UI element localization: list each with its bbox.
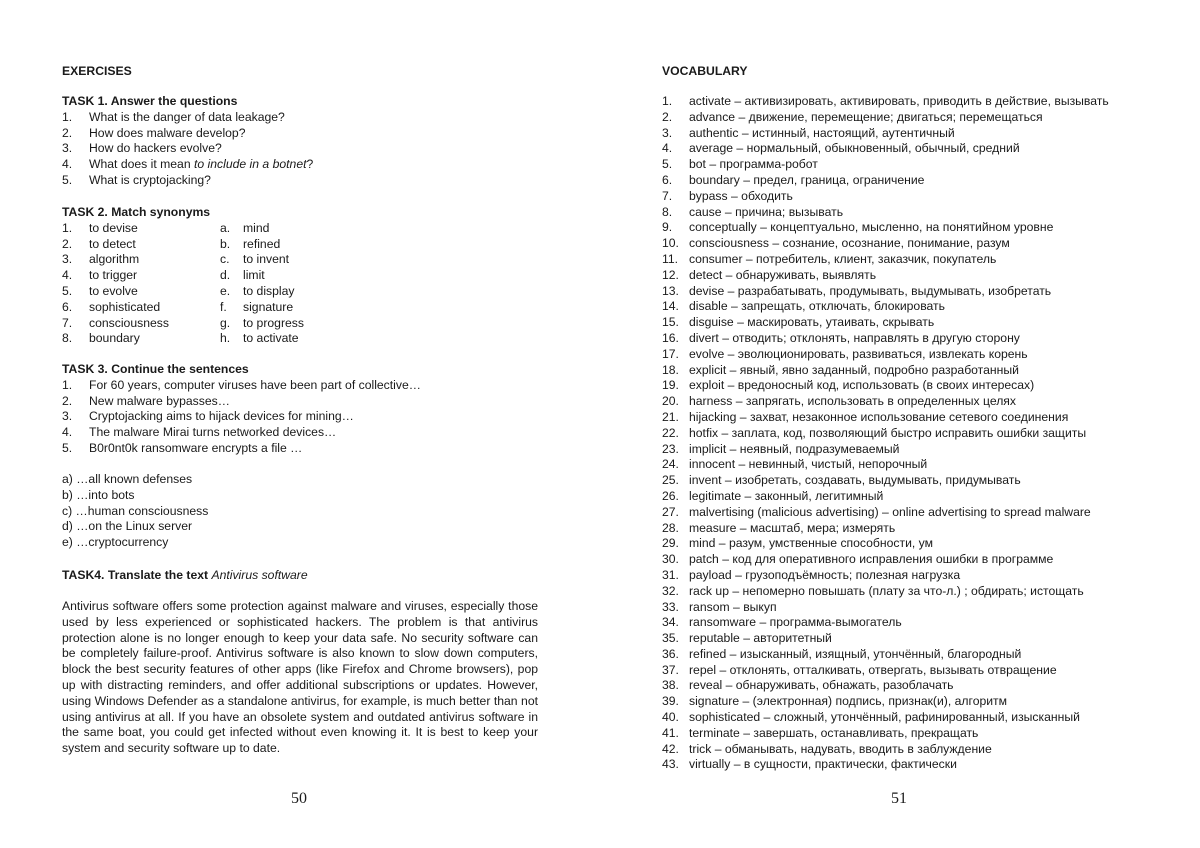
vocabulary-item: 13. devise – разрабатывать, продумывать, выдумывать, изобретать <box>662 283 1052 298</box>
task4 <box>62 568 540 584</box>
vocabulary-item: 14. disable – запрещать, отключать, блокировать <box>662 299 945 314</box>
task4-title: TASK4. Translate the text Antivirus software <box>62 568 308 582</box>
vocabulary-item: 2. advance – движение, перемещение; двигаться; перемещаться <box>662 109 1043 124</box>
list-item: 5. What is cryptojacking? <box>62 172 211 187</box>
vocabulary-item: 22. hotfix – заплата, код, позволяющий быстро исправить ошибки защиты <box>662 425 1087 440</box>
vocabulary-item: 11. consumer – потребитель, клиент, заказчик, покупатель <box>662 251 997 266</box>
vocabulary-item: 25. invent – изобретать, создавать, выдумывать, придумывать <box>662 473 1021 488</box>
list-item: 1. For 60 years, computer viruses have been part of collective… <box>62 377 421 392</box>
vocabulary-item: 7. bypass – обходить <box>662 188 793 203</box>
list-item: 3. Cryptojacking aims to hijack devices for mining… <box>62 409 354 424</box>
vocabulary-item: 9. conceptually – концептуально, мысленно, на понятийном уровне <box>662 220 1054 235</box>
match-row: 1. to devise a. mind <box>62 220 270 235</box>
vocabulary-item: 20. harness – запрягать, использовать в определенных целях <box>662 394 1016 409</box>
vocabulary-item: 23. implicit – неявный, подразумеваемый <box>662 441 900 456</box>
list-item: 3. How do hackers evolve? <box>62 141 222 156</box>
vocabulary-item: 21. hijacking – захват, незаконное использование сетевого соединения <box>662 409 1069 424</box>
ending-item: a) …all known defenses <box>62 472 193 486</box>
vocabulary-item: 27. malvertising (malicious advertising) – online advertising to spread malware <box>662 504 1091 519</box>
vocabulary-item: 36. refined – изысканный, изящный, утончённый, благородный <box>662 646 1022 661</box>
task3 <box>62 362 540 457</box>
vocabulary-item: 40. sophisticated – сложный, утончённый, рафинированный, изысканный <box>662 710 1080 725</box>
vocabulary-item: 39. signature – (электронная) подпись, признак(и), алгоритм <box>662 694 1008 709</box>
task1 <box>62 94 540 189</box>
vocabulary-item: 42. trick – обманывать, надувать, вводить в заблуждение <box>662 741 992 756</box>
vocabulary-item: 38. reveal – обнаруживать, обнажать, разоблачать <box>662 678 954 693</box>
vocabulary-list <box>662 94 1152 773</box>
list-item: 4. The malware Mirai turns networked devices… <box>62 425 337 440</box>
vocabulary-heading: VOCABULARY <box>662 64 748 78</box>
match-row: 8. boundary h. to activate <box>62 331 299 346</box>
vocabulary-item: 18. explicit – явный, явно заданный, подробно разработанный <box>662 362 1019 377</box>
vocabulary-item: 34. ransomware – программа-вымогатель <box>662 615 902 630</box>
ending-item: b) …into bots <box>62 487 135 502</box>
vocabulary-item: 6. boundary – предел, граница, ограничение <box>662 172 925 187</box>
vocabulary-item: 30. patch – код для оперативного исправления ошибки в программе <box>662 552 1054 567</box>
task3-title: TASK 3. Continue the sentences <box>62 362 249 376</box>
vocabulary-item: 8. cause – причина; вызывать <box>662 204 844 219</box>
vocabulary-item: 3. authentic – истинный, настоящий, аутентичный <box>662 125 955 140</box>
vocabulary-item: 37. repel – отклонять, отталкивать, отвергать, вызывать отвращение <box>662 662 1057 677</box>
page-number-left: 50 <box>291 790 307 807</box>
vocabulary-item: 12. detect – обнаруживать, выявлять <box>662 267 877 282</box>
list-item: 2. How does malware develop? <box>62 125 246 140</box>
vocabulary-item: 17. evolve – эволюционировать, развиваться, извлекать корень <box>662 346 1028 361</box>
vocabulary-item: 26. legitimate – законный, легитимный <box>662 488 884 503</box>
vocabulary-item: 35. reputable – авторитетный <box>662 631 832 646</box>
match-row: 6. sophisticated f. signature <box>62 299 294 314</box>
ending-item: c) …human consciousness <box>62 503 209 518</box>
vocabulary-item: 4. average – нормальный, обыкновенный, обычный, средний <box>662 141 1020 156</box>
vocabulary-item: 33. ransom – выкуп <box>662 599 777 614</box>
right-page <box>662 0 1152 848</box>
task2 <box>62 205 540 347</box>
vocabulary-item: 31. payload – грузоподъёмность; полезная нагрузка <box>662 567 961 582</box>
list-item: 4. What does it mean to include in a botnet? <box>62 157 314 172</box>
list-item: 5. B0r0nt0k ransomware encrypts a file … <box>62 440 303 455</box>
left-page <box>62 0 540 848</box>
task3-endings <box>62 472 540 551</box>
match-row: 4. to trigger d. limit <box>62 268 265 283</box>
exercises-heading: EXERCISES <box>62 64 132 78</box>
vocabulary-item: 24. innocent – невинный, чистый, непорочный <box>662 457 928 472</box>
task1-title: TASK 1. Answer the questions <box>62 94 238 108</box>
vocabulary-item: 32. rack up – непомерно повышать (плату за что-л.) ; обдирать; истощать <box>662 583 1084 598</box>
vocabulary-item: 5. bot – программа-робот <box>662 157 818 172</box>
vocabulary-item: 19. exploit – вредоносный код, использовать (в своих интересах) <box>662 378 1035 393</box>
match-row: 5. to evolve e. to display <box>62 283 295 298</box>
ending-item: e) …cryptocurrency <box>62 535 169 550</box>
match-row: 7. consciousness g. to progress <box>62 315 304 330</box>
task2-title: TASK 2. Match synonyms <box>62 205 211 219</box>
vocabulary-item: 43. virtually – в сущности, практически, фактически <box>662 757 957 772</box>
vocabulary-item: 15. disguise – маскировать, утаивать, скрывать <box>662 315 935 330</box>
vocabulary-item: 29. mind – разум, умственные способности, ум <box>662 536 934 551</box>
list-item: 2. New malware bypasses… <box>62 393 230 408</box>
vocabulary-item: 28. measure – масштаб, мера; измерять <box>662 520 896 535</box>
page-number-right: 51 <box>891 790 907 807</box>
vocabulary-item: 10. consciousness – сознание, осознание, понимание, разум <box>662 236 1010 251</box>
match-row: 3. algorithm c. to invent <box>62 252 290 267</box>
vocabulary-item: 1. activate – активизировать, активировать, приводить в действие, вызывать <box>662 94 1109 108</box>
vocabulary-item: 16. divert – отводить; отклонять, направлять в другую сторону <box>662 330 1020 345</box>
match-row: 2. to detect b. refined <box>62 236 281 251</box>
task4-paragraph: Antivirus software offers some protection against malware and viruses, especially those used by less experienced or sophisticated hackers. The problem is that antivirus protection alone is no longer enough to keep your data safe. No security software can be completely failure-proof. Antivirus software is also known to slow down computers, block the best security features of other apps (like Firefox and Chrome browsers), pop up with distracting reminders, and offer additional subscriptions or updates. However, using Windows Defender as a standalone antivirus, for example, is much better than not using antivirus at all. If you have an obsolete system and outdated antivirus software in the same boat, you could get infected without even knowing it. It is best to keep your system and security software up to date. <box>62 599 538 756</box>
ending-item: d) …on the Linux server <box>62 519 193 534</box>
vocabulary-item: 41. terminate – завершать, останавливать, прекращать <box>662 725 979 740</box>
list-item: 1. What is the danger of data leakage? <box>62 109 285 124</box>
